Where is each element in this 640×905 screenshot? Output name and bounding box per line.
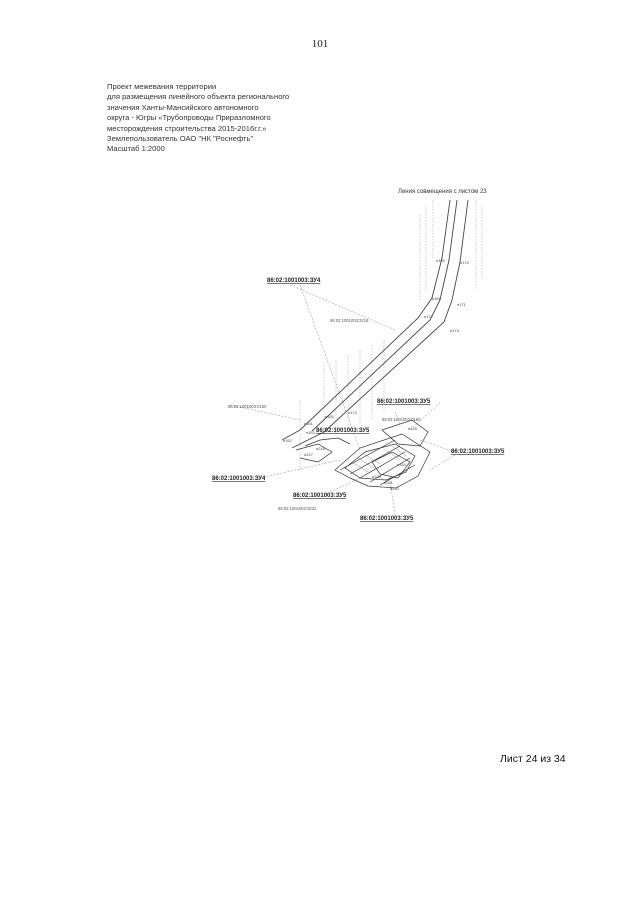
plot-label-zu5: 86:02:1001003:ЗУ5 — [377, 399, 431, 405]
header-line: округа - Югры «Трубопроводы Приразломного — [107, 113, 271, 123]
point-label: н171 — [457, 302, 466, 307]
point-label: н172 — [424, 314, 433, 319]
point-label: н168 — [432, 296, 441, 301]
point-label: н210 — [390, 486, 399, 491]
point-label: н150 — [325, 414, 334, 419]
cadastral-label: 86:02:1001003:0150 — [228, 404, 267, 409]
header-line: месторождения строительства 2015-2016г.г.» — [107, 123, 267, 133]
point-label: н217 — [304, 452, 313, 457]
point-label: н169 — [436, 258, 445, 263]
point-label: н153 — [306, 430, 315, 435]
point-label: н220 — [372, 474, 381, 479]
plot-label-zu5: 86:02:1001003:ЗУ5 — [293, 493, 347, 499]
alignment-label: Линия совмещения с листом 23 — [398, 189, 487, 195]
pipeline-corridor — [282, 200, 468, 448]
plot-label-zu4: 86:02:1001003:ЗУ4 — [267, 278, 321, 284]
header-line: для размещения линейного объекта регионального — [107, 92, 290, 102]
point-label: н125 — [408, 426, 417, 431]
header-line: Масштаб 1:2000 — [107, 144, 165, 154]
point-label: н174 — [450, 328, 459, 333]
point-label: н173 — [348, 410, 357, 415]
plot-label-zu4: 86:02:1001003:ЗУ4 — [212, 476, 266, 482]
plot-label-zu5: 86:02:1001003:ЗУ5 — [451, 449, 505, 455]
header-line: Проект межевания территории — [107, 82, 217, 91]
header-line: значения Ханты-Мансийского автономного — [107, 102, 259, 112]
page-number: 101 — [311, 38, 329, 50]
plot-label-zu5: 86:02:1001003:ЗУ5 — [360, 516, 414, 522]
point-label: н221 — [384, 480, 393, 485]
cadastral-label: 86:02:1001003:0232 — [278, 506, 317, 511]
point-label: н151 — [304, 421, 313, 426]
header-line: Землепользователь ОАО "НК "Роснефть" — [107, 134, 254, 144]
point-label: н170 — [460, 260, 469, 265]
sheet-number: Лист 24 из 34 — [500, 753, 566, 765]
cadastral-label: 86:02:1001003:2216 — [330, 318, 369, 323]
point-label: н152 — [283, 438, 292, 443]
plot-label-zu5: 86:02:1001003:ЗУ5 — [316, 428, 370, 434]
point-label: н154 — [397, 462, 406, 467]
cadastral-label: 86:02:1001003:0150 — [382, 417, 421, 422]
point-label: н218 — [316, 446, 325, 451]
